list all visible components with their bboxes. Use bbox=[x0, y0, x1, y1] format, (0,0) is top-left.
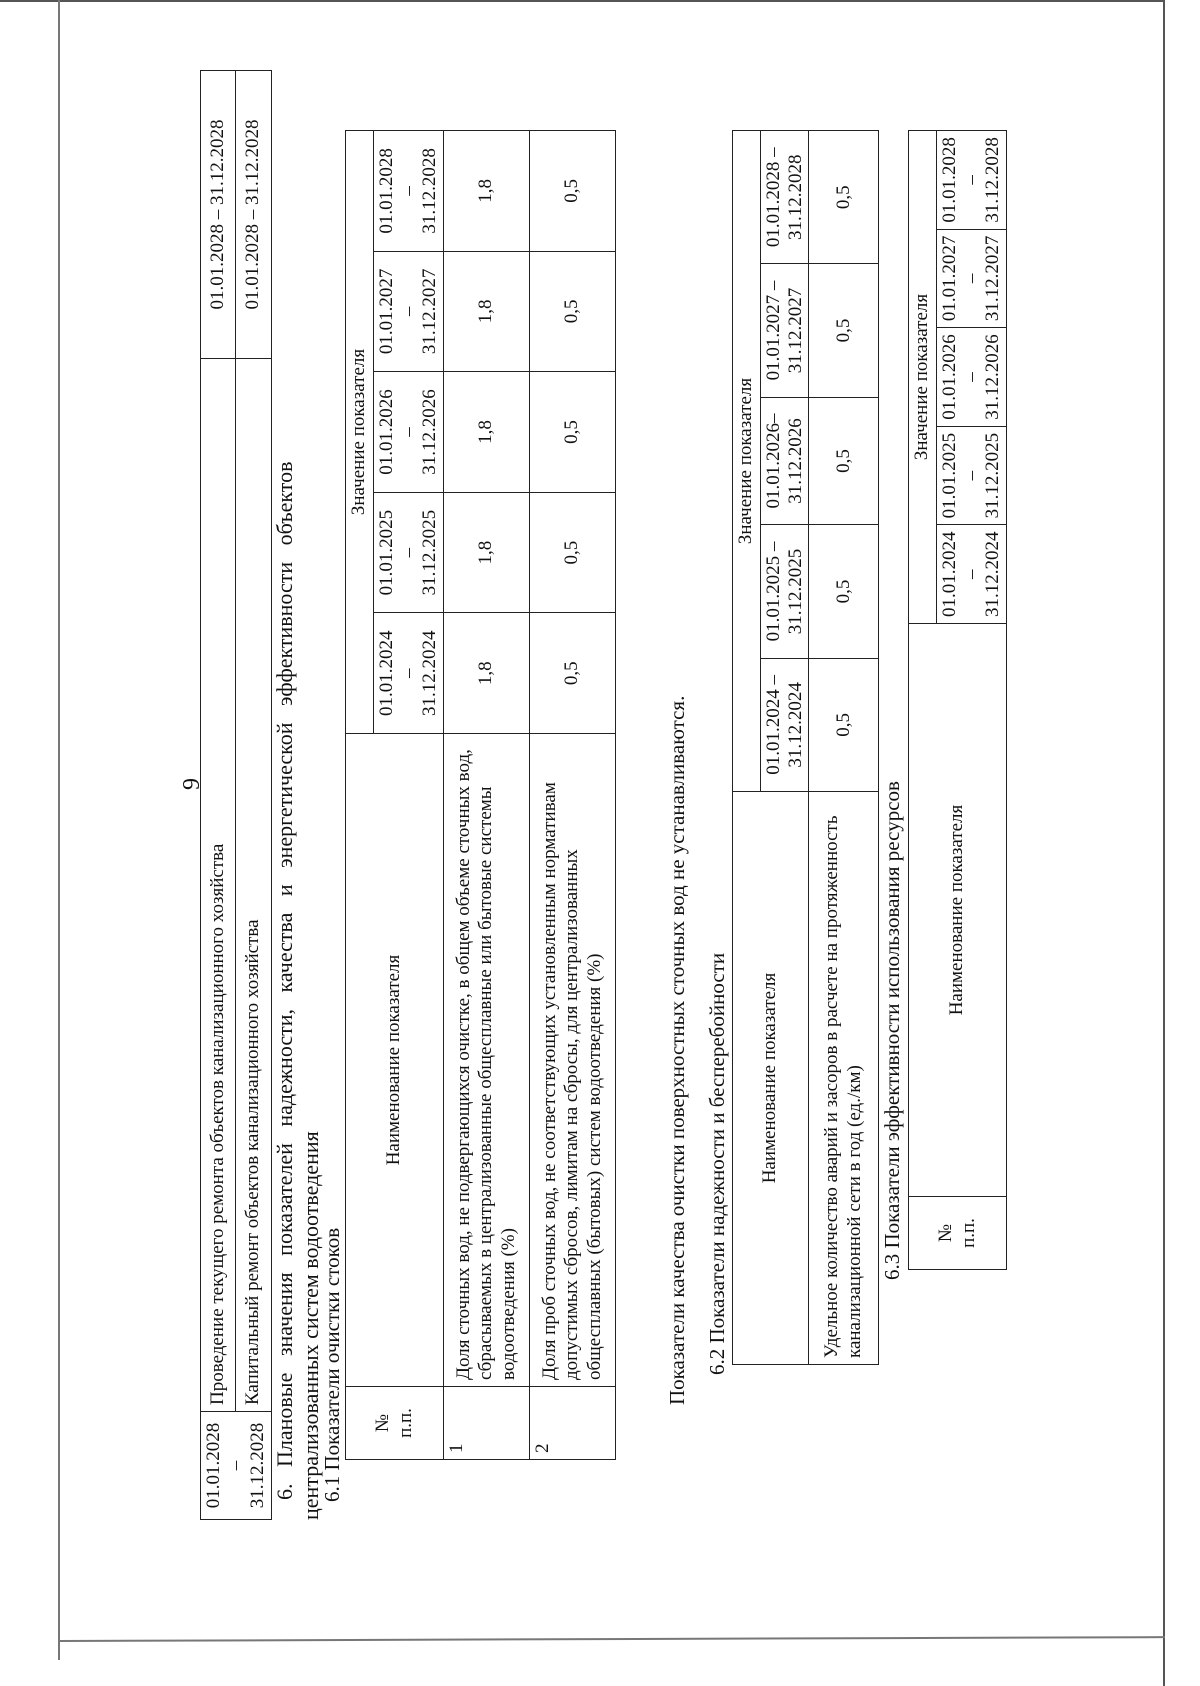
period-header: 01.01.2028 – 31.12.2028 bbox=[760, 131, 809, 264]
period-header: 01.01.2028 – 31.12.2028 bbox=[936, 131, 1007, 230]
value-cell: 0,5 bbox=[530, 613, 616, 734]
table-row bbox=[236, 71, 271, 1520]
page-number: 9 bbox=[179, 778, 205, 790]
row-name: Удельное количество аварий и засоров в расчете на протяженность канализационной сети в год (ед./км) bbox=[809, 792, 879, 1365]
period-header: 01.01.2024 – 31.12.2024 bbox=[760, 658, 809, 791]
date-cell: 01.01.2028 – 31.12.2028 bbox=[236, 71, 271, 359]
period-header: 01.01.2027 – 31.12.2027 bbox=[373, 251, 444, 372]
value-cell: 1,8 bbox=[444, 613, 530, 734]
period-header: 01.01.2024 – 31.12.2024 bbox=[936, 525, 1007, 624]
rotated-document bbox=[160, 50, 1040, 1520]
col-header-value: Значение показателя bbox=[733, 131, 761, 792]
section-6-title-line1: 6. Плановые значения показателей надежности, качества и энергетической эффективности объектов bbox=[272, 461, 297, 1500]
table-row bbox=[530, 131, 616, 1460]
row-name: Доля сточных вод, не подвергающихся очистке, в общем объеме сточных вод, сбрасываемых в централизованные общесплавные или бытовые системы водоотведения (%) bbox=[444, 734, 530, 1387]
name-cell: Проведение текущего ремонта объектов канализационного хозяйства bbox=[201, 359, 236, 1412]
table-header-row bbox=[346, 131, 374, 1460]
section-6-2-title: 6.2 Показатели надежности и бесперебойности bbox=[705, 952, 729, 1375]
row-number: 1 bbox=[444, 1387, 530, 1460]
value-cell: 0,5 bbox=[809, 658, 879, 791]
value-cell: 1,8 bbox=[444, 131, 530, 252]
value-cell: 1,8 bbox=[444, 251, 530, 372]
period-header: 01.01.2025 – 31.12.2025 bbox=[760, 525, 809, 658]
section-6-1-title: 6.1 Показатели очистки стоков bbox=[320, 1227, 344, 1502]
period-header: 01.01.2026– 31.12.2026 bbox=[760, 397, 809, 525]
table-row bbox=[444, 131, 530, 1460]
page-frame-top bbox=[0, 0, 1165, 2]
row-name: Доля проб сточных вод, не соответствующих установленным нормативам допустимых сбросов, лимитам на сбросы, для централизованных общесплавных (бытовых) систем водоотведения (%) bbox=[530, 734, 616, 1387]
table-6-1 bbox=[345, 130, 616, 1460]
table-row bbox=[201, 71, 236, 1520]
col-header-name: Наименование показателя bbox=[909, 624, 1007, 1197]
page-frame-right bbox=[1163, 0, 1165, 1686]
table-6-2 bbox=[732, 130, 879, 1365]
section-6-3-title: 6.3 Показатели эффективности использования ресурсов bbox=[880, 781, 904, 1280]
value-cell: 0,5 bbox=[809, 264, 879, 397]
col-header-name: Наименование показателя bbox=[346, 734, 444, 1387]
page-frame-bottom bbox=[60, 1636, 1165, 1642]
period-header: 01.01.2026 – 31.12.2026 bbox=[373, 372, 444, 493]
col-header-no: № п.п. bbox=[909, 1197, 1007, 1270]
section-6-title-line2: централизованных систем водоотведения bbox=[298, 1131, 323, 1520]
period-header: 01.01.2025 – 31.12.2025 bbox=[936, 426, 1007, 525]
value-cell: 1,8 bbox=[444, 492, 530, 613]
period-header: 01.01.2027 – 31.12.2027 bbox=[760, 264, 809, 397]
date-cell: 01.01.2028 – 31.12.2028 bbox=[201, 71, 236, 359]
page-frame-left bbox=[58, 0, 60, 1660]
row-number: 2 bbox=[530, 1387, 616, 1460]
table-6-3 bbox=[908, 130, 1007, 1270]
col-header-value: Значение показателя bbox=[909, 131, 937, 624]
period-header: 01.01.2027 – 31.12.2027 bbox=[936, 229, 1007, 328]
col-header-no: № п.п. bbox=[346, 1387, 444, 1460]
period-header: 01.01.2028 – 31.12.2028 bbox=[373, 131, 444, 252]
col-header-value: Значение показателя bbox=[346, 131, 374, 734]
value-cell: 0,5 bbox=[530, 492, 616, 613]
period-header: 01.01.2025 – 31.12.2025 bbox=[373, 492, 444, 613]
table-row bbox=[809, 131, 879, 1365]
value-cell: 0,5 bbox=[530, 131, 616, 252]
table-header-row bbox=[733, 131, 761, 1365]
top-table bbox=[200, 70, 272, 1520]
value-cell: 0,5 bbox=[530, 251, 616, 372]
period-header: 01.01.2026 – 31.12.2026 bbox=[936, 328, 1007, 427]
table-header-row bbox=[909, 131, 937, 1270]
period-cell: 01.01.2028 – 31.12.2028 bbox=[201, 1412, 272, 1520]
value-cell: 0,5 bbox=[809, 131, 879, 264]
col-header-name: Наименование показателя bbox=[733, 792, 809, 1365]
name-cell: Капитальный ремонт объектов канализационного хозяйства bbox=[236, 359, 271, 1412]
value-cell: 1,8 bbox=[444, 372, 530, 493]
value-cell: 0,5 bbox=[809, 397, 879, 525]
value-cell: 0,5 bbox=[809, 525, 879, 658]
period-header: 01.01.2024 – 31.12.2024 bbox=[373, 613, 444, 734]
value-cell: 0,5 bbox=[530, 372, 616, 493]
surface-water-note: Показатели качества очистки поверхностных сточных вод не устанавливаются. bbox=[665, 695, 689, 1405]
